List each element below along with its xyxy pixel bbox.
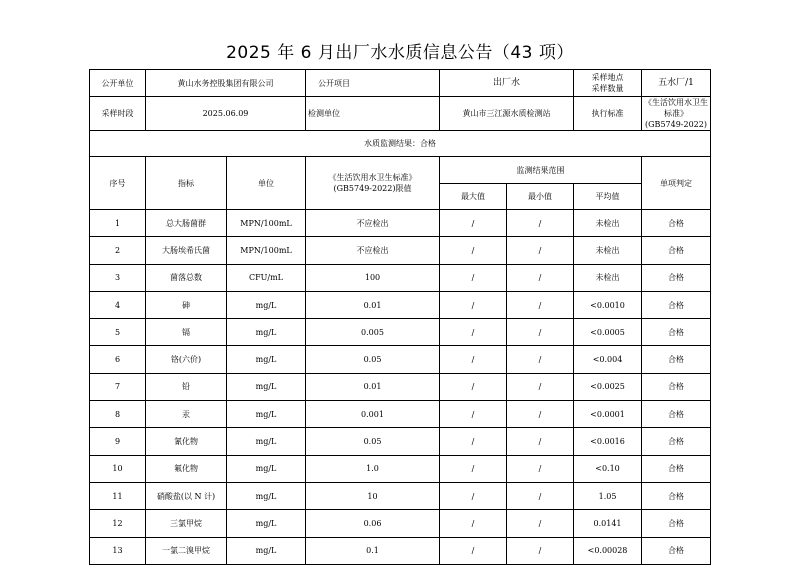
cell-limit: 0.1 (306, 537, 440, 564)
lab-label: 检测单位 (306, 97, 440, 131)
cell-verdict: 合格 (642, 428, 711, 455)
page-title: 2025 年 6 月出厂水水质信息公告（43 项） (226, 43, 574, 63)
header-range: 监测结果范围 (440, 157, 642, 184)
cell-seq: 10 (90, 455, 146, 482)
standard-value: 《生活饮用水卫生标准》 (GB5749-2022) (642, 97, 711, 131)
cell-min: / (507, 510, 574, 537)
cell-min: / (507, 455, 574, 482)
cell-max: / (440, 264, 507, 291)
cell-seq: 3 (90, 264, 146, 291)
cell-min: / (507, 373, 574, 400)
header-unit: 单位 (227, 157, 306, 210)
cell-verdict: 合格 (642, 537, 711, 564)
cell-seq: 4 (90, 291, 146, 318)
table-row (90, 319, 711, 346)
cell-unit: mg/L (227, 482, 306, 509)
cell-min: / (507, 346, 574, 373)
header-verdict: 单项判定 (642, 157, 711, 210)
cell-verdict: 合格 (642, 373, 711, 400)
cell-verdict: 合格 (642, 455, 711, 482)
cell-seq: 6 (90, 346, 146, 373)
cell-min: / (507, 291, 574, 318)
cell-limit: 100 (306, 264, 440, 291)
cell-min: / (507, 237, 574, 264)
publisher-label: 公开单位 (90, 70, 146, 97)
cell-min: / (507, 319, 574, 346)
cell-max: / (440, 346, 507, 373)
cell-seq: 1 (90, 210, 146, 237)
cell-avg: 未检出 (574, 264, 642, 291)
cell-unit: CFU/mL (227, 264, 306, 291)
cell-min: / (507, 401, 574, 428)
cell-unit: mg/L (227, 373, 306, 400)
table-row (90, 210, 711, 237)
cell-indicator: 砷 (146, 291, 227, 318)
cell-avg: <0.0010 (574, 291, 642, 318)
cell-avg: <0.0016 (574, 428, 642, 455)
cell-indicator: 大肠埃希氏菌 (146, 237, 227, 264)
cell-verdict: 合格 (642, 401, 711, 428)
cell-unit: mg/L (227, 510, 306, 537)
header-limit: 《生活饮用水卫生标准》 (GB5749-2022)限值 (306, 157, 440, 210)
header-indicator: 指标 (146, 157, 227, 210)
cell-limit: 0.005 (306, 319, 440, 346)
cell-min: / (507, 428, 574, 455)
cell-seq: 12 (90, 510, 146, 537)
table-row (90, 264, 711, 291)
result-row (90, 131, 711, 157)
water-quality-table (89, 69, 711, 565)
cell-avg: 未检出 (574, 237, 642, 264)
cell-verdict: 合格 (642, 237, 711, 264)
header-max: 最大值 (440, 184, 507, 210)
cell-max: / (440, 291, 507, 318)
time-label: 采样时段 (90, 97, 146, 131)
cell-avg: <0.10 (574, 455, 642, 482)
table-row (90, 537, 711, 564)
cell-indicator: 氰化物 (146, 428, 227, 455)
standard-label: 执行标准 (574, 97, 642, 131)
cell-indicator: 铅 (146, 373, 227, 400)
cell-indicator: 铬(六价) (146, 346, 227, 373)
cell-max: / (440, 537, 507, 564)
cell-limit: 0.05 (306, 428, 440, 455)
table-row (90, 455, 711, 482)
cell-seq: 7 (90, 373, 146, 400)
cell-unit: mg/L (227, 401, 306, 428)
time-value: 2025.06.09 (146, 97, 306, 131)
cell-max: / (440, 510, 507, 537)
cell-limit: 0.01 (306, 373, 440, 400)
cell-seq: 11 (90, 482, 146, 509)
cell-max: / (440, 482, 507, 509)
table-row (90, 401, 711, 428)
cell-unit: mg/L (227, 537, 306, 564)
cell-unit: MPN/100mL (227, 237, 306, 264)
cell-unit: mg/L (227, 346, 306, 373)
table-row (90, 346, 711, 373)
cell-seq: 2 (90, 237, 146, 264)
cell-max: / (440, 237, 507, 264)
cell-indicator: 氟化物 (146, 455, 227, 482)
cell-limit: 1.0 (306, 455, 440, 482)
cell-seq: 5 (90, 319, 146, 346)
header-row-1 (90, 157, 711, 184)
cell-min: / (507, 482, 574, 509)
cell-indicator: 镉 (146, 319, 227, 346)
publisher-value: 黄山水务控股集团有限公司 (146, 70, 306, 97)
header-min: 最小值 (507, 184, 574, 210)
cell-unit: MPN/100mL (227, 210, 306, 237)
project-label: 公开项目 (306, 70, 440, 97)
cell-max: / (440, 455, 507, 482)
table-row (90, 510, 711, 537)
cell-limit: 0.05 (306, 346, 440, 373)
cell-min: / (507, 210, 574, 237)
cell-limit: 0.06 (306, 510, 440, 537)
cell-avg: <0.00028 (574, 537, 642, 564)
cell-min: / (507, 264, 574, 291)
cell-unit: mg/L (227, 319, 306, 346)
cell-verdict: 合格 (642, 291, 711, 318)
cell-limit: 10 (306, 482, 440, 509)
cell-limit: 0.01 (306, 291, 440, 318)
cell-avg: 未检出 (574, 210, 642, 237)
table-row (90, 482, 711, 509)
cell-max: / (440, 401, 507, 428)
cell-avg: 1.05 (574, 482, 642, 509)
cell-avg: <0.0025 (574, 373, 642, 400)
cell-avg: <0.0001 (574, 401, 642, 428)
lab-value: 黄山市三江源水质检测站 (440, 97, 574, 131)
cell-verdict: 合格 (642, 510, 711, 537)
table-row (90, 428, 711, 455)
cell-verdict: 合格 (642, 264, 711, 291)
cell-max: / (440, 373, 507, 400)
cell-min: / (507, 537, 574, 564)
table-row (90, 291, 711, 318)
cell-limit: 0.001 (306, 401, 440, 428)
cell-max: / (440, 210, 507, 237)
site-value: 五水厂/1 (642, 70, 711, 97)
cell-indicator: 汞 (146, 401, 227, 428)
cell-unit: mg/L (227, 291, 306, 318)
info-row-2 (90, 97, 711, 131)
result-text: 水质监测结果：合格 (90, 131, 711, 157)
site-label: 采样地点 采样数量 (574, 70, 642, 97)
cell-seq: 8 (90, 401, 146, 428)
cell-indicator: 硝酸盐(以 N 计) (146, 482, 227, 509)
cell-avg: <0.004 (574, 346, 642, 373)
table-row (90, 237, 711, 264)
cell-verdict: 合格 (642, 319, 711, 346)
cell-verdict: 合格 (642, 210, 711, 237)
cell-indicator: 总大肠菌群 (146, 210, 227, 237)
header-avg: 平均值 (574, 184, 642, 210)
cell-max: / (440, 428, 507, 455)
cell-indicator: 三氯甲烷 (146, 510, 227, 537)
cell-unit: mg/L (227, 455, 306, 482)
cell-avg: <0.0005 (574, 319, 642, 346)
cell-verdict: 合格 (642, 346, 711, 373)
cell-indicator: 菌落总数 (146, 264, 227, 291)
cell-indicator: 一氯二溴甲烷 (146, 537, 227, 564)
table-row (90, 373, 711, 400)
header-seq: 序号 (90, 157, 146, 210)
cell-verdict: 合格 (642, 482, 711, 509)
cell-limit: 不应检出 (306, 210, 440, 237)
cell-seq: 13 (90, 537, 146, 564)
cell-max: / (440, 319, 507, 346)
info-row-1 (90, 70, 711, 97)
cell-limit: 不应检出 (306, 237, 440, 264)
cell-unit: mg/L (227, 428, 306, 455)
cell-avg: 0.0141 (574, 510, 642, 537)
cell-seq: 9 (90, 428, 146, 455)
project-value: 出厂水 (440, 70, 574, 97)
